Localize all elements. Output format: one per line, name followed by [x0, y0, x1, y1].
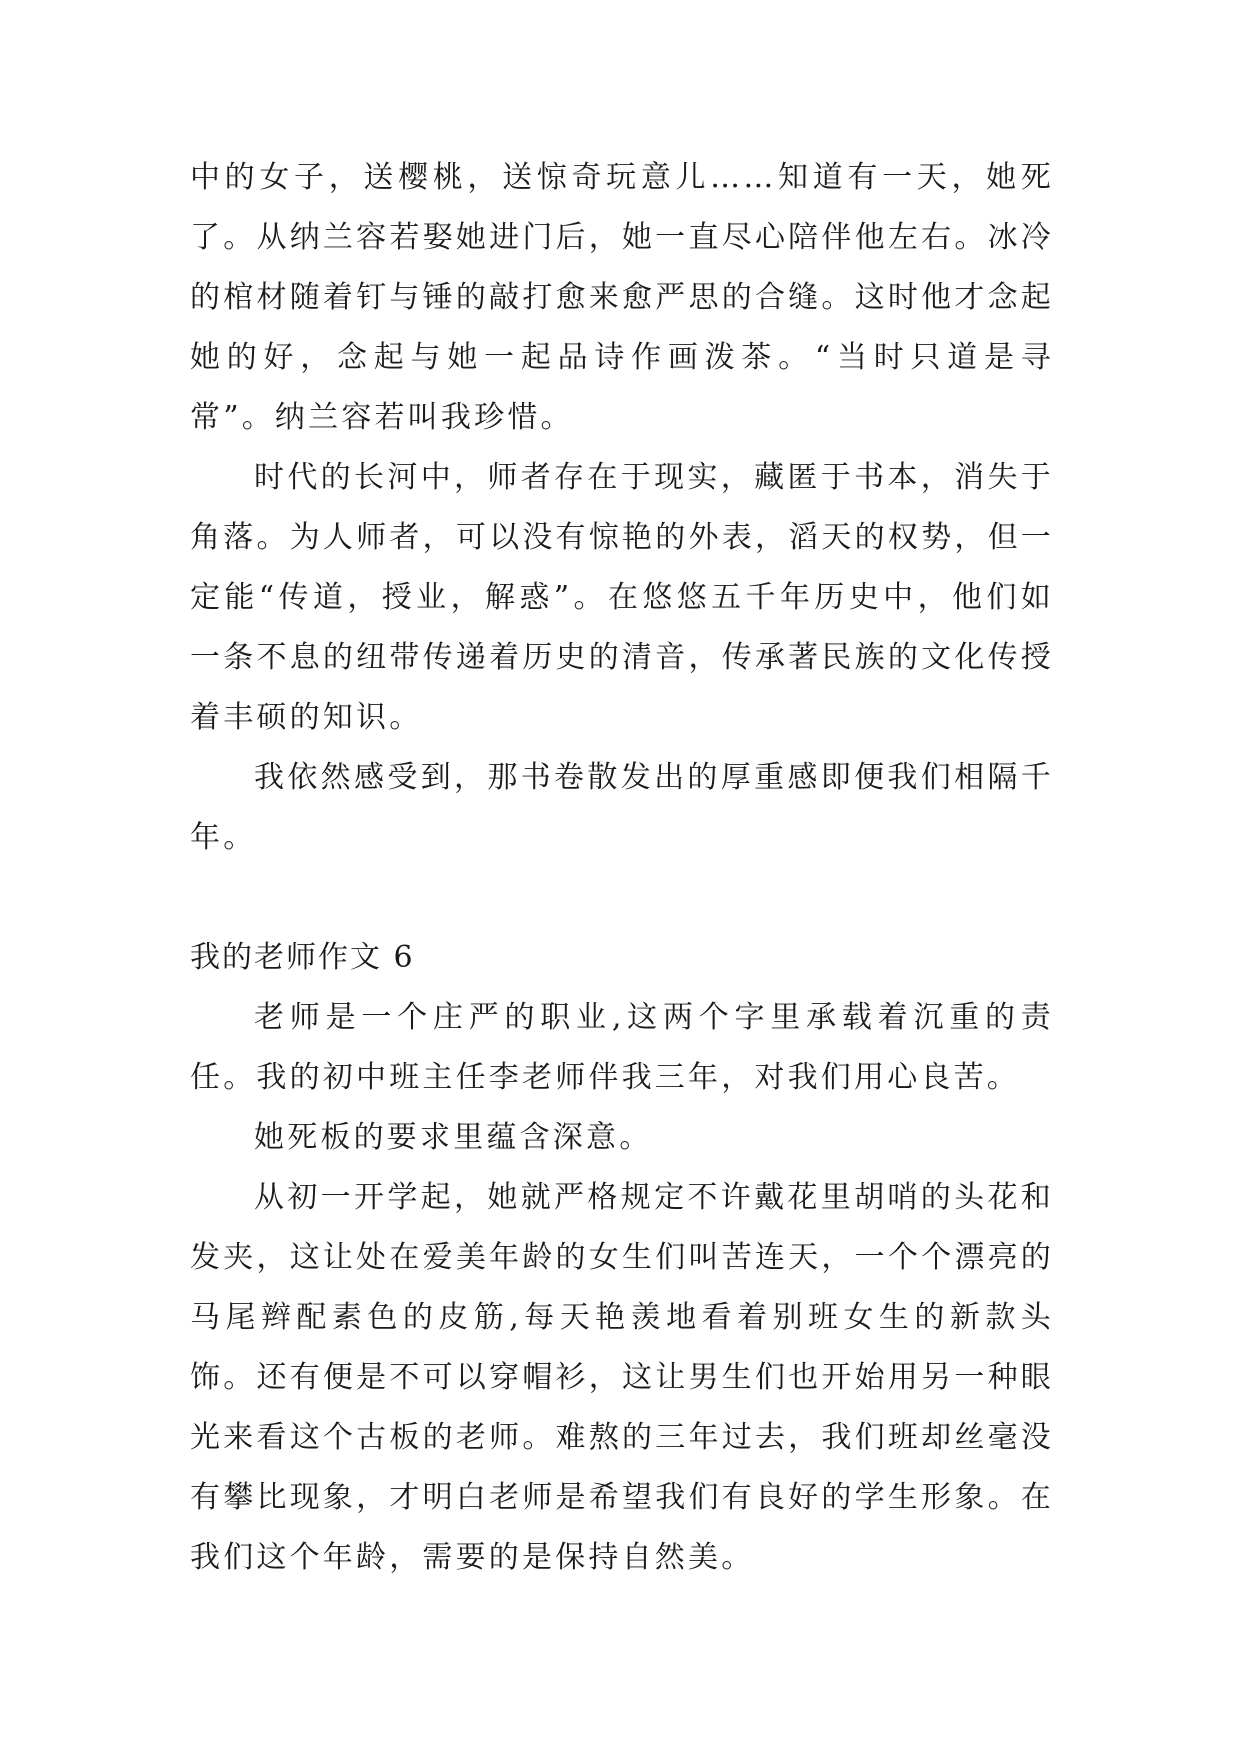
document-body — [190, 148, 1054, 1588]
paragraph-1: 中的女子，送樱桃，送惊奇玩意儿……知道有一天，她死了。从纳兰容若娶她进门后，她一直尽心陪伴他左右。冰冷的棺材随着钉与锤的敲打愈来愈严思的合缝。这时他才念起她的好，念起与她一起品诗作画泼茶。“当时只道是寻常”。纳兰容若叫我珍惜。 — [190, 160, 1054, 435]
section-heading: 我的老师作文 6 — [190, 940, 415, 975]
paragraph-2: 时代的长河中，师者存在于现实，藏匿于书本，消失于角落。为人师者，可以没有惊艳的外表，滔天的权势，但一定能“传道，授业，解惑”。在悠悠五千年历史中，他们如一条不息的纽带传递着历史的清音，传承著民族的文化传授着丰硕的知识。 — [190, 460, 1054, 735]
paragraph-4: 老师是一个庄严的职业,这两个字里承载着沉重的责任。我的初中班主任李老师伴我三年，对我们用心良苦。 — [190, 1000, 1054, 1095]
paragraph-3: 我依然感受到，那书卷散发出的厚重感即便我们相隔千年。 — [190, 760, 1054, 855]
paragraph-5: 她死板的要求里蕴含深意。 — [254, 1120, 653, 1155]
paragraph-6: 从初一开学起，她就严格规定不许戴花里胡哨的头花和发夹，这让处在爱美年龄的女生们叫苦连天，一个个漂亮的马尾辫配素色的皮筋,每天艳羡地看着别班女生的新款头饰。还有便是不可以穿帽衫，这让男生们也开始用另一种眼光来看这个古板的老师。难熬的三年过去，我们班却丝毫没有攀比现象，才明白老师是希望我们有良好的学生形象。在我们这个年龄，需要的是保持自然美。 — [190, 1180, 1054, 1575]
